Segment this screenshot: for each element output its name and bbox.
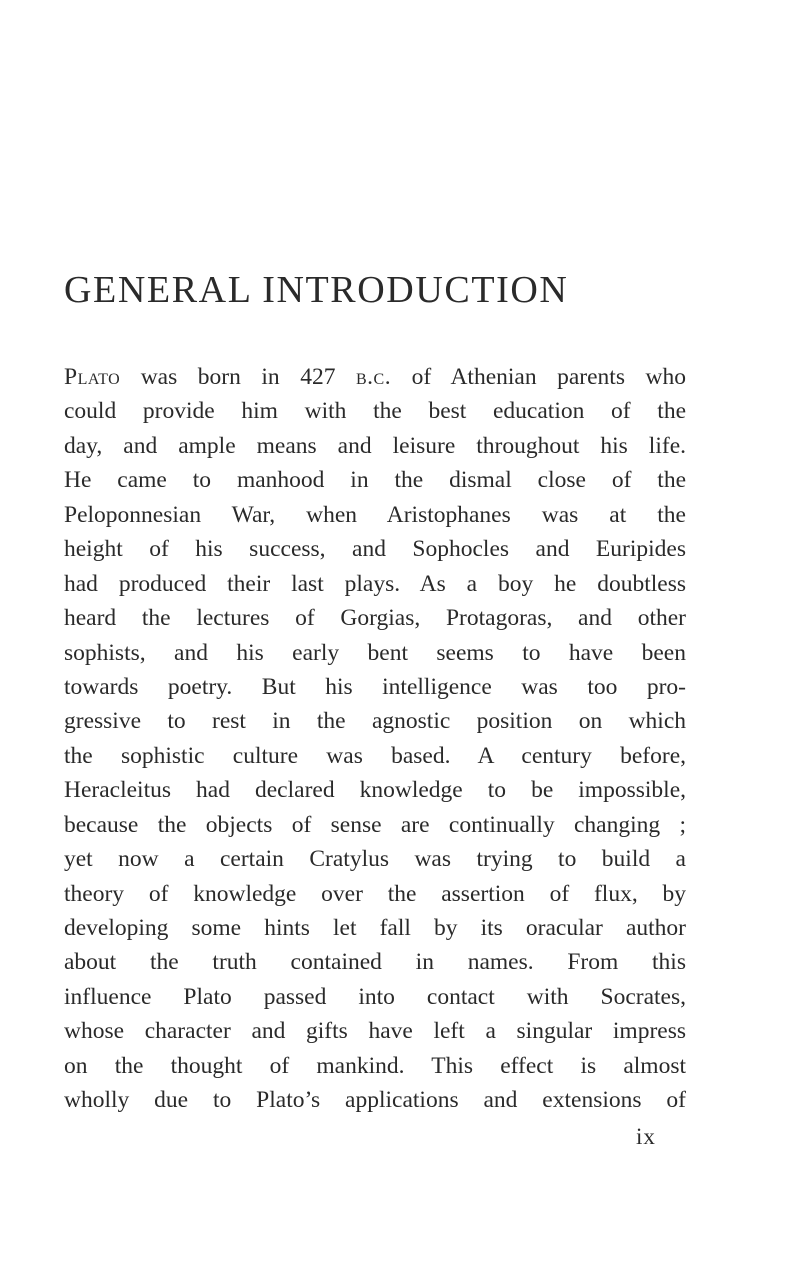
- text-line: influence Plato passed into contact with Socrates,: [64, 983, 686, 1010]
- text-line: towards poetry. But his intelligence was too pro-: [64, 673, 686, 700]
- text-line: Peloponnesian War, when Aristophanes was at the: [64, 501, 686, 528]
- text-line: heard the lectures of Gorgias, Protagoras, and other: [64, 605, 686, 632]
- era-abbreviation: b.c.: [356, 364, 392, 390]
- text-line: on the thought of mankind. This effect is almost: [64, 1052, 686, 1079]
- text-line: Heracleitus had declared knowledge to be impossible,: [64, 777, 686, 804]
- text-line: Plato was born in 427 b.c. of Athenian parents who: [64, 364, 686, 390]
- text-line: because the objects of sense are continually changing ;: [64, 811, 686, 838]
- text-line: had produced their last plays. As a boy he doubtless: [64, 570, 686, 597]
- text-line: height of his success, and Sophocles and Euripides: [64, 536, 686, 563]
- text-line: day, and ample means and leisure throughout his life.: [64, 432, 686, 459]
- text-line: could provide him with the best education of the: [64, 398, 686, 425]
- text-line: sophists, and his early bent seems to have been: [64, 639, 686, 666]
- page-number: ix: [636, 1124, 656, 1149]
- text-line: He came to manhood in the dismal close of the: [64, 467, 686, 494]
- text-line: gressive to rest in the agnostic position on which: [64, 708, 686, 735]
- chapter-heading: GENERAL INTRODUCTION: [64, 269, 569, 311]
- body-paragraph: [64, 360, 686, 1118]
- text-line: developing some hints let fall by its oracular author: [64, 915, 686, 941]
- opening-word: Plato: [64, 364, 121, 390]
- text-line: whose character and gifts have left a singular impress: [64, 1018, 686, 1045]
- text-line: yet now a certain Cratylus was trying to build a: [64, 846, 686, 873]
- text-line: wholly due to Plato’s applications and extensions of: [64, 1087, 686, 1114]
- text-line: about the truth contained in names. From this: [64, 949, 686, 976]
- text-line: theory of knowledge over the assertion of flux, by: [64, 880, 686, 907]
- text-line: the sophistic culture was based. A century before,: [64, 742, 686, 769]
